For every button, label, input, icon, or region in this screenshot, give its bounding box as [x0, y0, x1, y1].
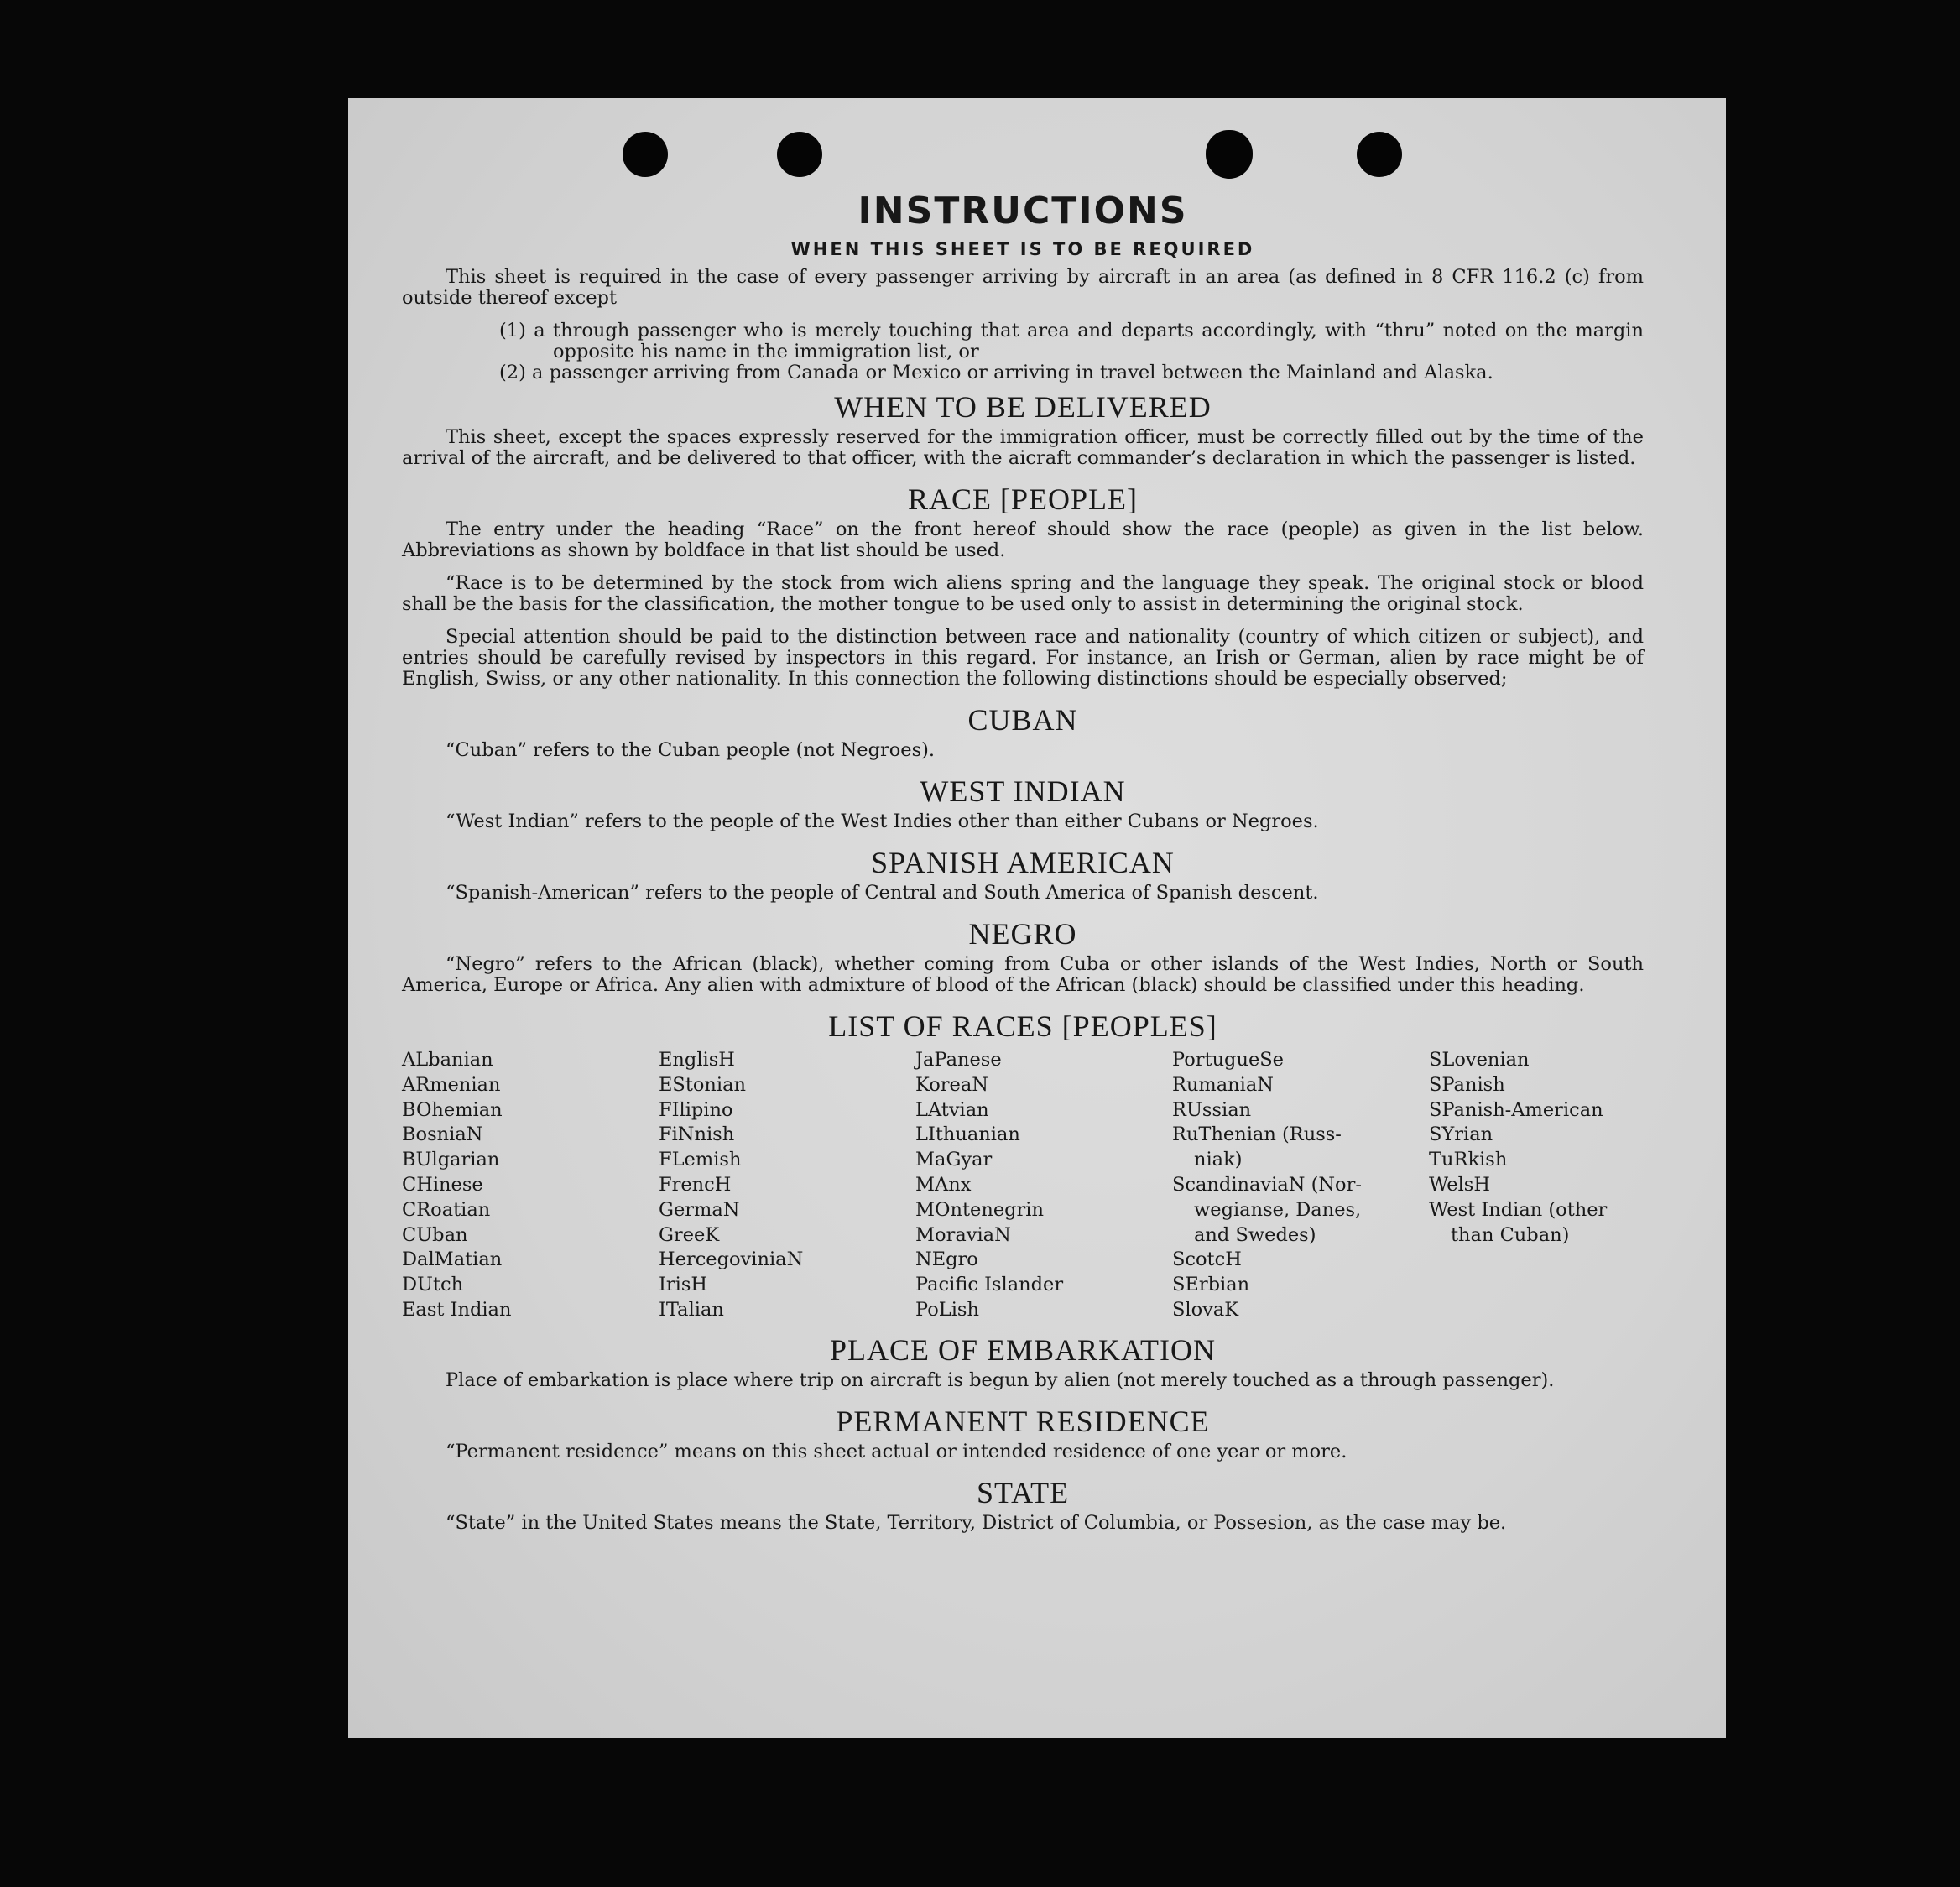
- race-list-item: Pacific Islander: [915, 1274, 1064, 1296]
- race-list-column-4: [1172, 1048, 1429, 1323]
- race-list-item: CHinese: [402, 1173, 483, 1196]
- race-list-item: East Indian: [402, 1298, 512, 1321]
- punch-hole: [1206, 130, 1253, 179]
- race-list-item: BosniaN: [402, 1123, 483, 1146]
- race-list-item: SPanish-American: [1429, 1098, 1603, 1121]
- race-list-column-5: [1429, 1048, 1644, 1323]
- race-heading: RACE [PEOPLE]: [908, 482, 1138, 516]
- race-list-item: WelsH: [1429, 1173, 1490, 1196]
- race-list-item: MaGyar: [915, 1149, 993, 1171]
- race-list: [402, 1048, 1644, 1323]
- race-list-item: DUtch: [402, 1274, 464, 1296]
- race-list-item: FLemish: [659, 1149, 742, 1171]
- race-list-item: PortugueSe: [1172, 1049, 1285, 1071]
- page-subtitle: WHEN THIS SHEET IS TO BE REQUIRED: [790, 239, 1255, 259]
- race-list-item: FiNnish: [659, 1123, 735, 1146]
- race-list-item: JaPanese: [915, 1049, 1002, 1071]
- race-list-item: LAtvian: [915, 1098, 989, 1121]
- race-list-item: MOntenegrin: [915, 1198, 1044, 1221]
- instructions-content: [402, 186, 1644, 1546]
- document-sheet: [348, 98, 1726, 1738]
- race-list-item: West Indian (other: [1429, 1198, 1608, 1221]
- required-clause-1: (1) a through passenger who is merely touching that area and departs accordingly, with “thru” noted on the margin opposite his name in the immigration list, or: [499, 320, 1644, 362]
- race-list-item: MAnx: [915, 1173, 972, 1196]
- race-list-item: SYrian: [1429, 1123, 1493, 1146]
- race-list-item: BUlgarian: [402, 1149, 500, 1171]
- race-list-item: GermaN: [659, 1198, 740, 1221]
- race-paragraph-2: “Race is to be determined by the stock from wich aliens spring and the language they speak. The original stock or blood shall be the basis for the classification, the mother tongue to be used only to assist in determining the original stock.: [402, 572, 1644, 615]
- state-heading: STATE: [976, 1475, 1070, 1509]
- race-list-item: SLovenian: [1429, 1049, 1530, 1071]
- race-list-item: EStonian: [659, 1073, 747, 1096]
- race-list-item: FrencH: [659, 1173, 732, 1196]
- negro-text: “Negro” refers to the African (black), whether coming from Cuba or other islands of the West Indies, North or South America, Europe or Africa. Any alien with admixture of blood of the African (black) should be classified under this heading.: [402, 953, 1644, 996]
- race-list-item: ScandinaviaN (Nor-: [1172, 1173, 1362, 1196]
- race-list-item: PoLish: [915, 1298, 979, 1321]
- race-list-item: ITalian: [659, 1298, 724, 1321]
- west-indian-text: “West Indian” refers to the people of the West Indies other than either Cubans or Negroes.: [446, 811, 1319, 832]
- punch-hole: [623, 132, 668, 177]
- race-list-item: SlovaK: [1172, 1298, 1239, 1321]
- state-text: “State” in the United States means the State, Territory, District of Columbia, or Possesion, as the case may be.: [446, 1511, 1507, 1534]
- race-paragraph-3: Special attention should be paid to the distinction between race and nationality (country of which citizen or subject), and entries should be carefully revised by inspectors in this regard. For instance, an Irish or German, alien by race might be of English, Swiss, or any other nationality. In this connection the following distinctions should be especially observed;: [402, 626, 1644, 690]
- race-list-item: ARmenian: [402, 1073, 501, 1096]
- race-list-item: FIlipino: [659, 1098, 733, 1121]
- race-list-item: KoreaN: [915, 1073, 988, 1096]
- cuban-heading: CUBAN: [967, 703, 1078, 737]
- race-list-item: MoraviaN: [915, 1223, 1011, 1246]
- negro-heading: NEGRO: [968, 917, 1077, 951]
- race-list-item-continuation: than Cuban): [1451, 1223, 1570, 1246]
- race-list-item: NEgro: [915, 1248, 978, 1271]
- race-list-item: DalMatian: [402, 1248, 503, 1271]
- spanish-american-heading: SPANISH AMERICAN: [871, 846, 1175, 879]
- race-list-item: ALbanian: [402, 1049, 493, 1071]
- residence-text: “Permanent residence” means on this sheet actual or intended residence of one year or more.: [446, 1440, 1348, 1462]
- punch-hole: [777, 132, 822, 177]
- cuban-text: “Cuban” refers to the Cuban people (not Negroes).: [446, 739, 936, 761]
- race-list-column-3: [915, 1048, 1172, 1323]
- race-list-item-continuation: niak): [1194, 1149, 1243, 1171]
- race-list-item: EnglisH: [659, 1049, 735, 1071]
- punch-hole: [1357, 132, 1402, 177]
- required-clause-2: (2) a passenger arriving from Canada or Mexico or arriving in travel between the Mainland and Alaska.: [499, 362, 1493, 383]
- residence-heading: PERMANENT RESIDENCE: [836, 1404, 1210, 1438]
- race-list-item: LIthuanian: [915, 1123, 1020, 1146]
- race-list-item-continuation: and Swedes): [1194, 1223, 1316, 1246]
- race-list-item: RuThenian (Russ-: [1172, 1123, 1342, 1146]
- race-list-item: GreeK: [659, 1223, 720, 1246]
- race-list-item: SErbian: [1172, 1274, 1250, 1296]
- race-list-column-2: [659, 1048, 915, 1323]
- race-paragraph-1: The entry under the heading “Race” on the front hereof should show the race (people) as given in the list below. Abbreviations as shown by boldface in that list should be used.: [402, 519, 1644, 561]
- race-list-item-continuation: wegianse, Danes,: [1194, 1198, 1362, 1221]
- race-list-item: CRoatian: [402, 1198, 491, 1221]
- delivered-text: This sheet, except the spaces expressly reserved for the immigration officer, must be correctly filled out by the time of the arrival of the aircraft, and be delivered to that officer, with the aicraft commander’s declaration in which the passenger is listed.: [402, 426, 1644, 469]
- spanish-american-text: “Spanish-American” refers to the people of Central and South America of Spanish descent.: [446, 882, 1319, 904]
- required-intro: This sheet is required in the case of every passenger arriving by aircraft in an area (as defined in 8 CFR 116.2 (c) from outside thereof except: [402, 266, 1644, 309]
- race-list-heading: LIST OF RACES [PEOPLES]: [828, 1009, 1217, 1043]
- race-list-column-1: [402, 1048, 659, 1323]
- page-title: INSTRUCTIONS: [858, 190, 1188, 232]
- race-list-item: HercegoviniaN: [659, 1248, 804, 1271]
- embarkation-heading: PLACE OF EMBARKATION: [829, 1332, 1217, 1367]
- race-list-item: SPanish: [1429, 1073, 1505, 1096]
- race-list-item: BOhemian: [402, 1098, 503, 1121]
- embarkation-text: Place of embarkation is place where trip on aircraft is begun by alien (not merely touched as a through passenger).: [446, 1368, 1555, 1391]
- race-list-item: CUban: [402, 1223, 468, 1246]
- race-list-item: TuRkish: [1429, 1149, 1508, 1171]
- delivered-heading: WHEN TO BE DELIVERED: [834, 390, 1212, 424]
- race-list-item: IrisH: [659, 1274, 708, 1296]
- race-list-item: ScotcH: [1172, 1248, 1242, 1271]
- race-list-item: RumaniaN: [1172, 1073, 1274, 1096]
- west-indian-heading: WEST INDIAN: [920, 774, 1126, 808]
- race-list-item: RUssian: [1172, 1098, 1252, 1121]
